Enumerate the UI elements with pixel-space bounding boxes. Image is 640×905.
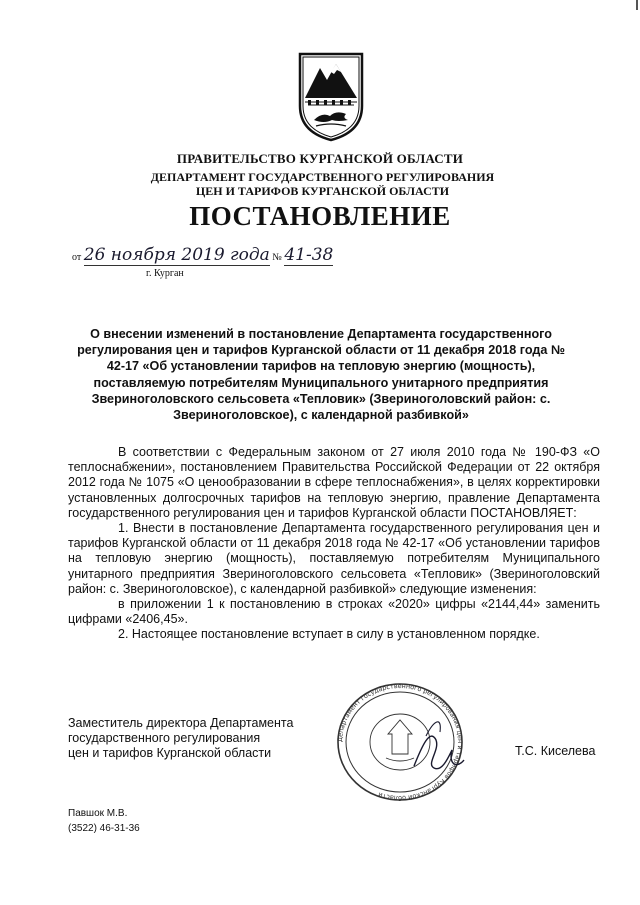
executor-phone: (3522) 46-31-36: [68, 823, 140, 834]
document-subject: О внесении изменений в постановление Департамента государственного регулирования цен и тарифов Курганской области от 11 декабря 2018 года № 42-17 «Об установлении тарифов на тепловую энергию (мощность), поставляемую потребителям Муниципального унитарного предприятия Звериноголовского сельсовета «Тепловик» (Звериноголовский район: с. Звериноголовское), с календарной разбивкой»: [77, 327, 565, 423]
document-type-title: ПОСТАНОВЛЕНИЕ: [189, 201, 451, 231]
signatory-name: Т.С. Киселева: [515, 744, 596, 758]
seal-text: Департамент государственного регулирования цен и тарифов Курганской области: [335, 681, 465, 803]
official-seal-stamp: [330, 676, 480, 806]
handwritten-date: 26 ноября 2019 года: [83, 245, 270, 265]
body-paragraph: в приложении 1 к постановлению в строках «2020» цифры «2144,44» заменить цифрами «2406,45».: [68, 597, 600, 627]
document-body: [68, 445, 600, 643]
department-name: ДЕПАРТАМЕНТ ГОСУДАРСТВЕННОГО РЕГУЛИРОВАНИЯ ЦЕН И ТАРИФОВ КУРГАНСКОЙ ОБЛАСТИ: [150, 170, 495, 198]
body-paragraph: В соответствии с Федеральным законом от 27 июля 2010 года № 190-ФЗ «О теплоснабжении», постановлением Правительства Российской Федерации от 22 октября 2012 года № 1075 «О ценообразовании в сфере теплоснабжения», в целях корректировки установленных долгосрочных тарифов на тепловую энергию, правление Департамента государственного регулирования цен и тарифов Курганской области ПОСТАНОВЛЯЕТ:: [68, 445, 600, 520]
position-line: цен и тарифов Курганской области: [68, 746, 272, 761]
executor-info: [68, 806, 140, 836]
body-paragraph: 2. Настоящее постановление вступает в силу в установленном порядке.: [118, 627, 540, 642]
handwritten-number: 41-38: [284, 245, 334, 265]
city-label: г. Курган: [146, 268, 184, 279]
body-paragraph: 1. Внести в постановление Департамента государственного регулирования цен и тарифов Курганской области от 11 декабря 2018 года № 42-17 «Об установлении тарифов на тепловую энергию (мощность), поставляемую потребителям Муниципального унитарного предприятия Звериноголовского сельсовета «Тепловик» (Звериноголовский район: с. Звериноголовское), с календарной разбивкой» следующие изменения:: [68, 521, 600, 596]
signatory-position: [68, 716, 293, 762]
date-from-label: от: [72, 252, 82, 263]
coat-of-arms-emblem: [296, 50, 366, 142]
number-label: №: [272, 252, 282, 263]
government-name: ПРАВИТЕЛЬСТВО КУРГАНСКОЙ ОБЛАСТИ: [176, 151, 464, 166]
scan-edge-mark: [636, 0, 638, 10]
position-line: Заместитель директора Департамента: [68, 716, 294, 730]
position-line: государственного регулирования: [68, 731, 261, 746]
executor-name: Павшок М.В.: [68, 808, 128, 819]
dateline: [72, 245, 333, 266]
